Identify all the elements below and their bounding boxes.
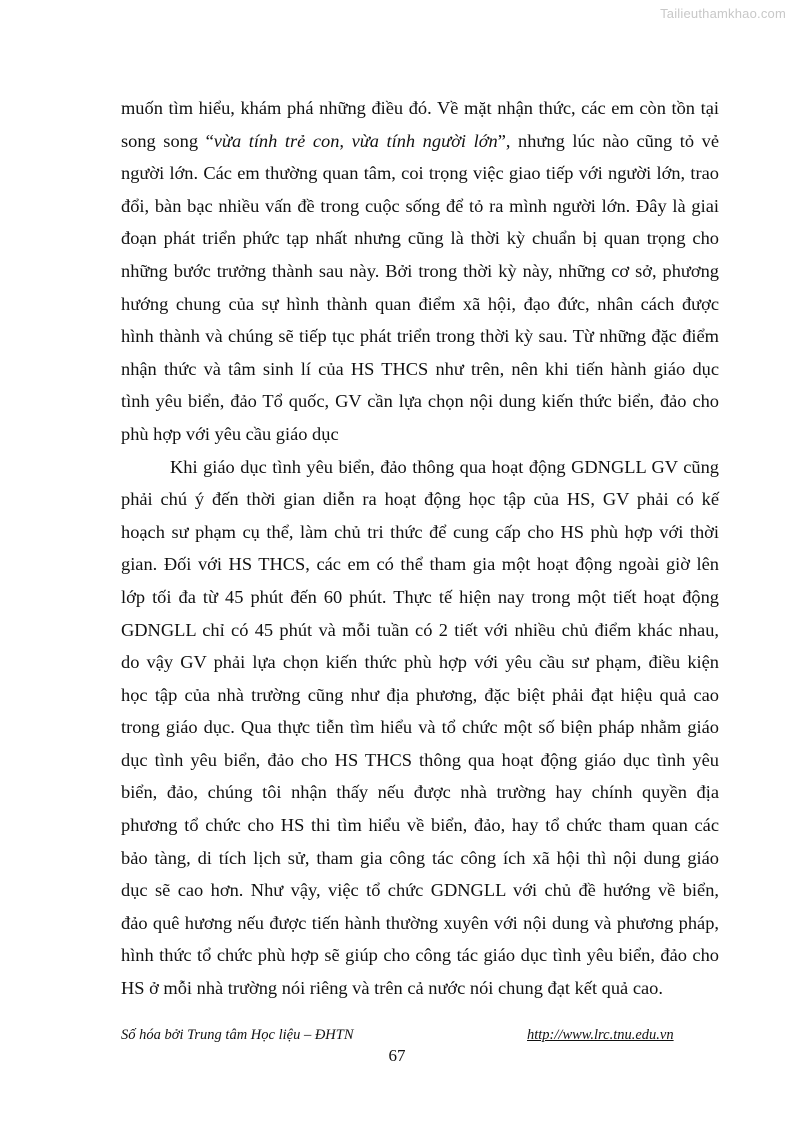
text-line: trong giáo dục. Qua thực tiễn tìm hiểu và tổ chức một số biện pháp nhằm giáo (121, 717, 719, 738)
watermark: Tailieuthamkhao.com (660, 6, 786, 21)
text-line: gian. Đối với HS THCS, các em có thể tham gia một hoạt động ngoài giờ lên (121, 554, 719, 575)
footer-link[interactable]: http://www.lrc.tnu.edu.vn (527, 1027, 674, 1043)
text-line: đảo quê hương nếu được tiến hành thường xuyên với nội dung và phương pháp, (121, 912, 719, 933)
text-line: Khi giáo dục tình yêu biển, đảo thông qua hoạt động GDNGLL GV cũng (170, 456, 719, 477)
text-line: hoạch sư phạm cụ thể, làm chủ tri thức để cung cấp cho HS phù hợp với thời (121, 521, 719, 542)
text-segment: ”, nhưng lúc nào cũng tỏ vẻ (497, 130, 720, 151)
page-number: 67 (388, 1046, 406, 1065)
text-line: phải chú ý đến thời gian diễn ra hoạt động học tập của HS, GV phải có kế (121, 489, 719, 510)
text-line: hướng chung của sự hình thành quan điểm xã hội, đạo đức, nhân cách được (121, 293, 719, 314)
paragraph-1 (121, 92, 719, 451)
text-line: muốn tìm hiểu, khám phá những điều đó. Về mặt nhận thức, các em còn tồn tại (121, 98, 719, 118)
text-line: phù hợp với yêu cầu giáo dục (121, 423, 339, 444)
footer-source: Số hóa bởi Trung tâm Học liệu – ĐHTN (121, 1027, 354, 1043)
text-line: những bước trưởng thành sau này. Bởi trong thời kỳ này, những cơ sở, phương (121, 260, 719, 281)
text-segment: song song “ (121, 130, 214, 151)
text-line: học tập của nhà trường cũng như địa phương, đặc biệt phải đạt hiệu quả cao (121, 684, 719, 705)
document-body (121, 92, 719, 1005)
text-line: GDNGLL chỉ có 45 phút và mỗi tuần có 2 tiết với nhiều chủ điểm khác nhau, (121, 619, 719, 640)
paragraph-2 (121, 451, 719, 1005)
text-line: lớp tối đa từ 45 phút đến 60 phút. Thực tế hiện nay trong một tiết hoạt động (121, 586, 719, 607)
text-line: phương tổ chức cho HS thi tìm hiểu về biển, đảo, hay tổ chức tham quan các (121, 815, 719, 836)
text-line: nhận thức và tâm sinh lí của HS THCS như trên, nên khi tiến hành giáo dục (121, 358, 719, 379)
text-line: hình thức tổ chức phù hợp sẽ giúp cho công tác giáo dục tình yêu biển, đảo cho (121, 945, 719, 966)
text-line: HS ở mỗi nhà trường nói riêng và trên cả nước nói chung đạt kết quả cao. (121, 978, 663, 999)
text-line: tình yêu biển, đảo Tổ quốc, GV cần lựa chọn nội dung kiến thức biển, đảo cho (121, 391, 719, 412)
text-line: đổi, bàn bạc nhiều vấn đề trong cuộc sống để tỏ ra mình người lớn. Đây là giai (121, 195, 719, 216)
text-line: do vậy GV phải lựa chọn kiến thức phù hợp với yêu cầu sư phạm, điều kiện (121, 652, 719, 673)
text-line (121, 125, 719, 158)
italic-quote: vừa tính trẻ con, vừa tính người lớn (213, 130, 498, 151)
text-line: đoạn phát triển phức tạp nhất nhưng cũng là thời kỳ chuẩn bị quan trọng cho (121, 228, 719, 249)
text-line: bảo tàng, di tích lịch sử, tham gia công tác công ích xã hội thì nội dung giáo (121, 847, 719, 868)
text-line: dục sẽ cao hơn. Như vậy, việc tổ chức GDNGLL với chủ đề hướng về biển, (121, 880, 719, 901)
text-line: hình thành và chúng sẽ tiếp tục phát triển trong thời kỳ sau. Từ những đặc điểm (121, 326, 719, 347)
text-line: dục tình yêu biển, đảo cho HS THCS thông qua hoạt động giáo dục tình yêu (121, 749, 719, 770)
text-line: người lớn. Các em thường quan tâm, coi trọng việc giao tiếp với người lớn, trao (121, 163, 719, 184)
text-line: biển, đảo, chúng tôi nhận thấy nếu được nhà trường hay chính quyền địa (121, 782, 719, 803)
